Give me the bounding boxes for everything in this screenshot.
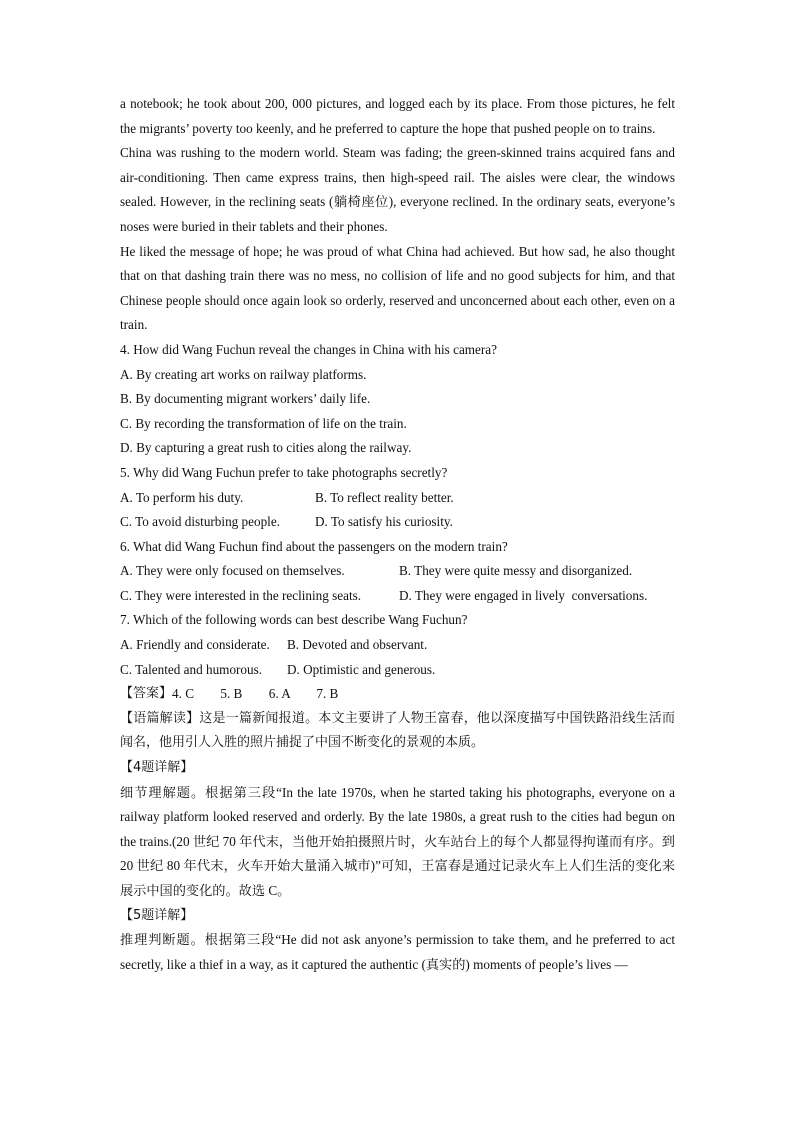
question-4-option-c: C. By recording the transformation of life on the train.	[120, 415, 407, 431]
question-4-detail-heading: 【4题详解】	[120, 760, 194, 776]
question-5-option-a: A. To perform his duty.	[120, 489, 244, 505]
question-7-option-d: D. Optimistic and generous.	[287, 661, 436, 677]
question-6-option-d: D. They were engaged in lively conversations.	[399, 587, 648, 603]
question-5-detail-text: 推理判断题。根据第三段“He did not ask anyone’s permission to take them, and he preferred to act secretly, like a thief in a way, as it captured the authentic (真实的) moments of people’s lives —	[120, 932, 675, 972]
question-7-row-cd	[120, 658, 675, 683]
answer-line	[120, 682, 675, 707]
question-4-detail-text: 细节理解题。根据第三段“In the late 1970s, when he started taking his photographs, everyone on a railway platform looked reserved and orderly. By the late 1980s, a great rush to the cities had begun on the trains.(20 世纪 70 年代末，当他开始拍摄照片时，火车站台上的每个人都显得拘谨而有序。到 20 世纪 80 年代末，火车开始大量涌入城市)”可知，王富春是通过记录火车上人们生活的变化来展示中国的变化的。故选 C。	[120, 784, 675, 898]
answer-values: 4. C 5. B 6. A 7. B	[172, 686, 339, 702]
discourse-analysis-label: 【语篇解读】	[120, 710, 200, 726]
question-4-option-b: B. By documenting migrant workers’ daily life.	[120, 391, 371, 407]
question-6-stem: 6. What did Wang Fuchun find about the passengers on the modern train?	[120, 538, 508, 554]
question-6-row-cd	[120, 584, 675, 609]
question-7-option-b: B. Devoted and observant.	[287, 637, 428, 653]
question-6-row-ab	[120, 559, 675, 584]
question-5-option-c: C. To avoid disturbing people.	[120, 514, 281, 530]
passage-paragraph-2: China was rushing to the modern world. Steam was fading; the green-skinned trains acquired fans and air-conditioning. Then came express trains, then high-speed rail. The aisles were clear, the windows sealed. However, in the reclining seats (躺椅座位), everyone reclined. In the ordinary seats, everyone’s noses were buried in their tablets and their phones.	[120, 145, 675, 234]
passage-paragraph-1: a notebook; he took about 200, 000 pictures, and logged each by its place. From those pictures, he felt the migrants’ poverty too keenly, and he preferred to capture the hope that pushed people on to trains.	[120, 96, 675, 136]
question-6-option-a: A. They were only focused on themselves.	[120, 563, 345, 579]
question-5-detail-heading: 【5题详解】	[120, 907, 194, 923]
answer-label: 【答案】	[120, 686, 173, 702]
question-7-stem: 7. Which of the following words can best describe Wang Fuchun?	[120, 612, 468, 628]
question-5-row-ab	[120, 486, 675, 511]
question-5-option-b: B. To reflect reality better.	[315, 489, 454, 505]
question-7-row-ab	[120, 633, 675, 658]
question-4-option-a: A. By creating art works on railway platforms.	[120, 366, 367, 382]
question-5-option-d: D. To satisfy his curiosity.	[315, 514, 453, 530]
document-page	[120, 92, 675, 977]
question-4-stem: 4. How did Wang Fuchun reveal the changes in China with his camera?	[120, 341, 498, 357]
question-7-option-c: C. Talented and humorous.	[120, 661, 263, 677]
discourse-analysis	[120, 707, 675, 756]
discourse-analysis-text: 这是一篇新闻报道。本文主要讲了人物王富春，他以深度描写中国铁路沿线生活而闻名，他用引人入胜的照片捕捉了中国不断变化的景观的本质。	[120, 710, 675, 751]
question-5-stem: 5. Why did Wang Fuchun prefer to take photographs secretly?	[120, 464, 448, 480]
passage-paragraph-3: He liked the message of hope; he was proud of what China had achieved. But how sad, he also thought that on that dashing train there was no mess, no collision of life and no good subjects for him, and that Chinese people should once again look so orderly, reserved and unconcerned about each other, even on a train.	[120, 243, 675, 333]
question-7-option-a: A. Friendly and considerate.	[120, 637, 270, 653]
question-5-row-cd	[120, 510, 675, 535]
question-6-option-b: B. They were quite messy and disorganized.	[399, 563, 633, 579]
question-4-option-d: D. By capturing a great rush to cities along the railway.	[120, 440, 412, 456]
question-6-option-c: C. They were interested in the reclining seats.	[120, 587, 362, 603]
